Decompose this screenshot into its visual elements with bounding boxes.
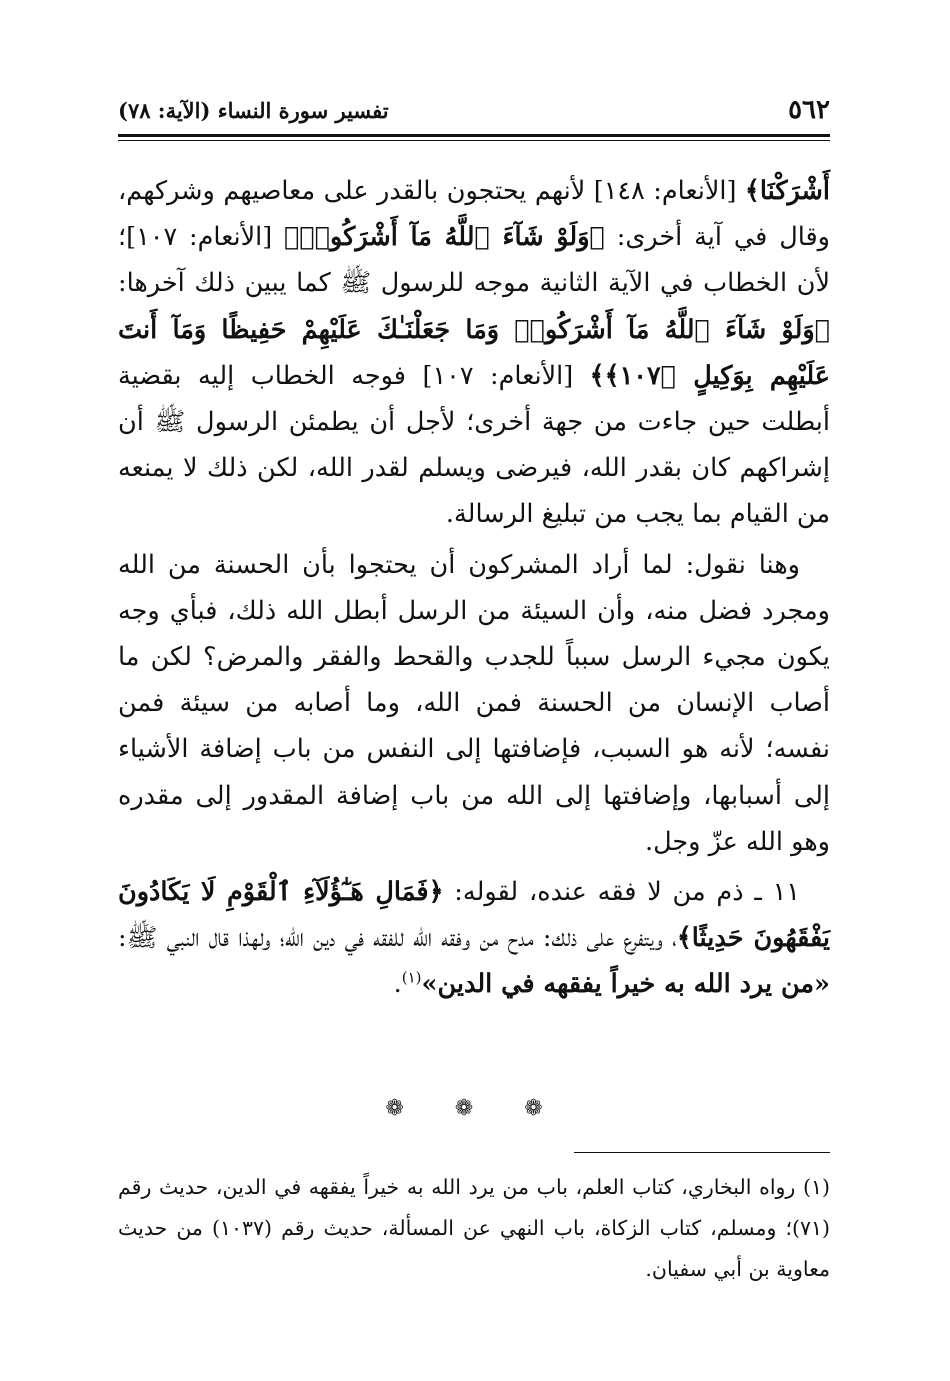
paragraph-3 [118,869,830,1008]
quran-verse: ﴿فَمَالِ هَـٰٓؤُلَآءِ ٱلْقَوْمِ لَا يَكَادُونَ يَفْقَهُونَ حَدِيثًا﴾ [118,877,830,954]
paragraph-2 [118,542,830,865]
hadith-quote: «من يرد الله به خيراً يفقهه في الدين» [421,969,830,1000]
text-run: ١١ ـ ذم من لا فقه عنده، لقوله: [443,877,801,908]
header-rule [118,134,830,141]
paragraph-1 [118,168,830,538]
footnote-marker: (١) [401,968,422,987]
text-run: . [393,969,402,1000]
text-run: [الأنعام: ١٠٧]؛ لأن الخطاب في الآية الثانية موجه للرسول ﷺ كما يبين ذلك آخرها: [118,222,830,299]
text-run: ، ويتفرع على ذلك: مدح من وفقه الله للفقه في دين الله؛ ولهذا قال النبي ﷺ: [118,923,677,954]
quran-verse: ﴿وَلَوْ شَآءَ ٱللَّهُ مَآ أَشْرَكُوا۟ وَمَا جَعَلْنَـٰكَ عَلَيْهِمْ حَفِيظًا وَمَآ أَنتَ عَلَيْهِم بِوَكِيلٍ ﴿١٠٧﴾﴾ [118,314,830,391]
footnote [118,1167,830,1290]
page-header [118,90,830,130]
footnote-1: (١) رواه البخاري، كتاب العلم، باب من يرد الله به خيراً يفقهه في الدين، حديث رقم (٧١)؛ ومسلم، كتاب الزكاة، باب النهي عن المسألة، حديث رقم (١٠٣٧) من حديث معاوية بن أبي سفيان. [118,1175,830,1281]
page-number: ٥٦٢ [788,95,830,125]
main-text [118,168,830,1012]
quran-verse: ﴿وَلَوْ شَآءَ ٱللَّهُ مَآ أَشْرَكُوا۟﴾ [284,222,605,253]
text-run: [الأنعام: ١٠٧] فوجه الخطاب إليه بقضية أبطلت حين جاءت من جهة أخرى؛ لأجل أن يطمئن الرسول ﷺ أن إشراكهم كان بقدر الله، فيرضى ويسلم لقدر الله، لكن ذلك لا يمنعه من القيام بما يجب من تبليغ الرسالة. [118,360,830,530]
text-run: وهنا نقول: لما أراد المشركون أن يحتجوا بأن الحسنة من الله ومجرد فضل منه، وأن السيئة من الرسل أبطل الله ذلك، فبأي وجه يكون مجيء الرسل سبباً للجدب والقحط والفقر والمرض؟ لكن ما أصاب الإنسان من الحسنة فمن الله، وما أصابه من سيئة فمن نفسه؛ لأنه هو السبب، فإضافتها إلى النفس من باب إضافة الأشياء إلى أسبابها، وإضافتها إلى الله من باب إضافة المقدور إلى مقدره وهو الله عزّ وجل. [118,549,830,857]
running-title: تفسير سورة النساء (الآية: ٧٨) [118,97,389,123]
text-run: [الأنعام: ١٤٨] لأنهم يحتجون بالقدر على معاصيهم وشركهم، وقال في آية أخرى: [118,176,830,253]
footnote-rule [574,1152,830,1153]
quran-verse: أَشْرَكْنَا﴾ [744,176,830,206]
section-separator: ❁ ❁ ❁ [385,1096,565,1121]
